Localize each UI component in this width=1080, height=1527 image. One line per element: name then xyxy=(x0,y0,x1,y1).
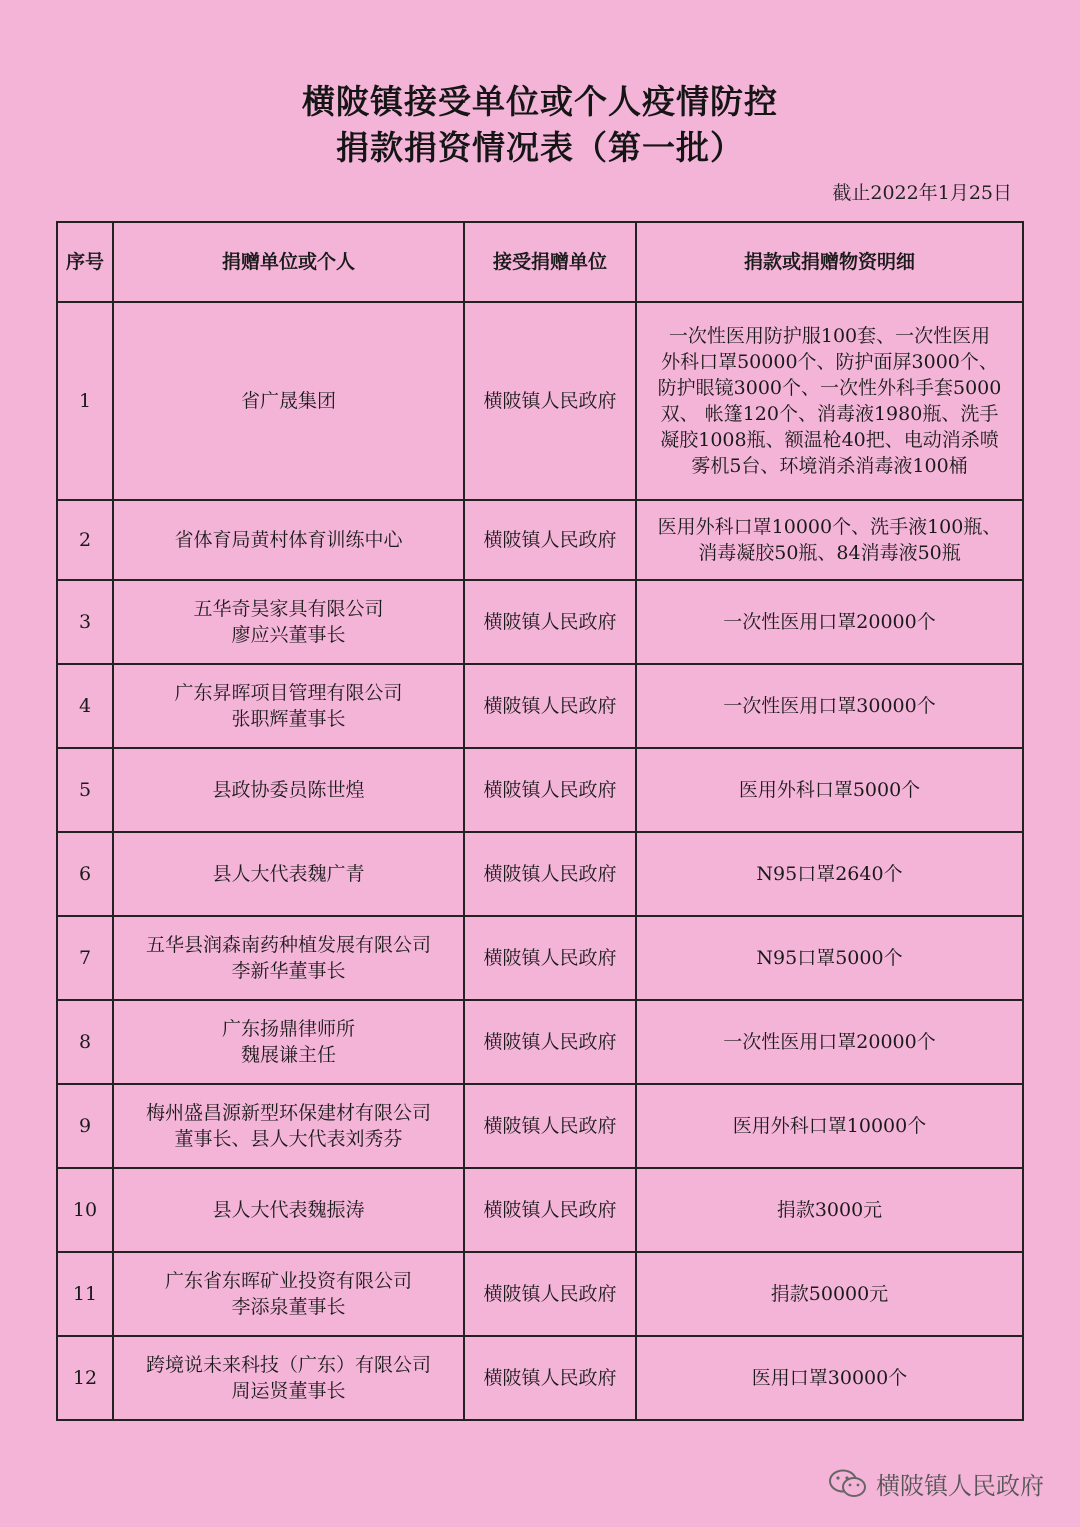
table-row xyxy=(57,1000,1023,1084)
donor-line: 周运贤董事长 xyxy=(231,1380,346,1402)
detail-line: N95口罩5000个 xyxy=(756,947,903,969)
detail-cell xyxy=(636,748,1023,832)
row-number: 9 xyxy=(57,1084,113,1168)
row-number: 10 xyxy=(57,1168,113,1252)
detail-line: 凝胶1008瓶、额温枪40把、电动消杀喷 xyxy=(660,429,999,451)
table-row xyxy=(57,748,1023,832)
detail-line: 捐款50000元 xyxy=(770,1283,889,1305)
header-donor: 捐赠单位或个人 xyxy=(113,222,464,302)
detail-cell xyxy=(636,1252,1023,1336)
table-row xyxy=(57,1336,1023,1420)
donor-line: 李添泉董事长 xyxy=(231,1296,346,1318)
donor-cell xyxy=(113,580,464,664)
footer-account-name: 横陂镇人民政府 xyxy=(876,1472,1044,1500)
detail-line: 医用口罩30000个 xyxy=(751,1367,908,1389)
detail-cell xyxy=(636,664,1023,748)
header-recipient: 接受捐赠单位 xyxy=(464,222,636,302)
donor-line: 跨境说未来科技（广东）有限公司 xyxy=(145,1354,431,1376)
row-number: 1 xyxy=(57,302,113,500)
donor-line: 张职辉董事长 xyxy=(231,708,346,730)
table-row xyxy=(57,1252,1023,1336)
donor-line: 五华奇昊家具有限公司 xyxy=(193,598,384,620)
row-number: 11 xyxy=(57,1252,113,1336)
donor-cell xyxy=(113,664,464,748)
row-number: 5 xyxy=(57,748,113,832)
donor-line: 县人大代表魏广青 xyxy=(212,863,365,885)
donor-line: 广东扬鼎律师所 xyxy=(221,1018,355,1040)
table-row xyxy=(57,832,1023,916)
detail-line: 外科口罩50000个、防护面屏3000个、 xyxy=(661,351,998,373)
donor-line: 省体育局黄村体育训练中心 xyxy=(174,529,403,551)
detail-line: 防护眼镜3000个、一次性外科手套5000 xyxy=(657,377,1002,399)
detail-line: 医用外科口罩5000个 xyxy=(738,779,921,801)
recipient-cell: 横陂镇人民政府 xyxy=(464,1252,636,1336)
donor-cell xyxy=(113,1168,464,1252)
detail-cell xyxy=(636,1168,1023,1252)
detail-cell xyxy=(636,1336,1023,1420)
row-number: 8 xyxy=(57,1000,113,1084)
donor-cell xyxy=(113,500,464,580)
donor-line: 董事长、县人大代表刘秀芬 xyxy=(174,1128,403,1150)
donor-cell xyxy=(113,302,464,500)
donor-line: 梅州盛昌源新型环保建材有限公司 xyxy=(145,1102,431,1124)
wechat-icon xyxy=(828,1468,868,1500)
table-row xyxy=(57,1168,1023,1252)
detail-cell xyxy=(636,302,1023,500)
detail-line: 医用外科口罩10000个、洗手液100瓶、 xyxy=(657,516,1002,538)
detail-line: 一次性医用口罩20000个 xyxy=(723,1031,936,1053)
donor-cell xyxy=(113,1084,464,1168)
table-row xyxy=(57,664,1023,748)
detail-line: 捐款3000元 xyxy=(776,1199,883,1221)
row-number: 6 xyxy=(57,832,113,916)
donor-line: 广东昇晖项目管理有限公司 xyxy=(174,682,403,704)
table-row xyxy=(57,500,1023,580)
donor-line: 广东省东晖矿业投资有限公司 xyxy=(164,1270,412,1292)
detail-line: 雾机5台、环境消杀消毒液100桶 xyxy=(691,455,968,477)
donation-table xyxy=(56,221,1024,1421)
detail-line: 一次性医用口罩30000个 xyxy=(723,695,936,717)
row-number: 4 xyxy=(57,664,113,748)
recipient-cell: 横陂镇人民政府 xyxy=(464,1000,636,1084)
donor-cell xyxy=(113,916,464,1000)
donor-line: 县政协委员陈世煌 xyxy=(212,779,365,801)
row-number: 3 xyxy=(57,580,113,664)
row-number: 2 xyxy=(57,500,113,580)
recipient-cell: 横陂镇人民政府 xyxy=(464,664,636,748)
footer-account xyxy=(828,1466,1044,1501)
detail-line: 双、 帐篷120个、消毒液1980瓶、洗手 xyxy=(660,403,999,425)
donor-line: 魏展谦主任 xyxy=(240,1044,336,1066)
detail-cell xyxy=(636,916,1023,1000)
recipient-cell: 横陂镇人民政府 xyxy=(464,1168,636,1252)
donor-cell xyxy=(113,748,464,832)
detail-line: 一次性医用防护服100套、一次性医用 xyxy=(668,325,991,347)
donor-line: 李新华董事长 xyxy=(231,960,346,982)
row-number: 12 xyxy=(57,1336,113,1420)
document-title-line2: 捐款捐资情况表（第一批） xyxy=(336,128,744,167)
donor-line: 五华县润森南药种植发展有限公司 xyxy=(145,934,431,956)
donor-cell xyxy=(113,1252,464,1336)
donor-cell xyxy=(113,1336,464,1420)
recipient-cell: 横陂镇人民政府 xyxy=(464,832,636,916)
detail-cell xyxy=(636,580,1023,664)
detail-line: N95口罩2640个 xyxy=(756,863,903,885)
detail-cell xyxy=(636,832,1023,916)
detail-cell xyxy=(636,1000,1023,1084)
document-title-line1: 横陂镇接受单位或个人疫情防控 xyxy=(302,82,778,121)
detail-cell xyxy=(636,1084,1023,1168)
table-header-row xyxy=(57,222,1023,302)
header-no: 序号 xyxy=(57,222,113,302)
table-row xyxy=(57,302,1023,500)
table-row xyxy=(57,1084,1023,1168)
donor-cell xyxy=(113,832,464,916)
recipient-cell: 横陂镇人民政府 xyxy=(464,916,636,1000)
detail-cell xyxy=(636,500,1023,580)
table-row xyxy=(57,580,1023,664)
recipient-cell: 横陂镇人民政府 xyxy=(464,580,636,664)
header-detail: 捐款或捐赠物资明细 xyxy=(636,222,1023,302)
detail-line: 一次性医用口罩20000个 xyxy=(723,611,936,633)
recipient-cell: 横陂镇人民政府 xyxy=(464,748,636,832)
table-body xyxy=(57,302,1023,1420)
donor-line: 廖应兴董事长 xyxy=(231,624,346,646)
cutoff-date: 截止2022年1月25日 xyxy=(832,182,1012,204)
recipient-cell: 横陂镇人民政府 xyxy=(464,1336,636,1420)
row-number: 7 xyxy=(57,916,113,1000)
detail-line: 消毒凝胶50瓶、84消毒液50瓶 xyxy=(698,542,961,564)
table-row xyxy=(57,916,1023,1000)
recipient-cell: 横陂镇人民政府 xyxy=(464,500,636,580)
recipient-cell: 横陂镇人民政府 xyxy=(464,1084,636,1168)
donor-line: 省广晟集团 xyxy=(240,390,336,412)
recipient-cell: 横陂镇人民政府 xyxy=(464,302,636,500)
donor-cell xyxy=(113,1000,464,1084)
donor-line: 县人大代表魏振涛 xyxy=(212,1199,365,1221)
detail-line: 医用外科口罩10000个 xyxy=(732,1115,927,1137)
